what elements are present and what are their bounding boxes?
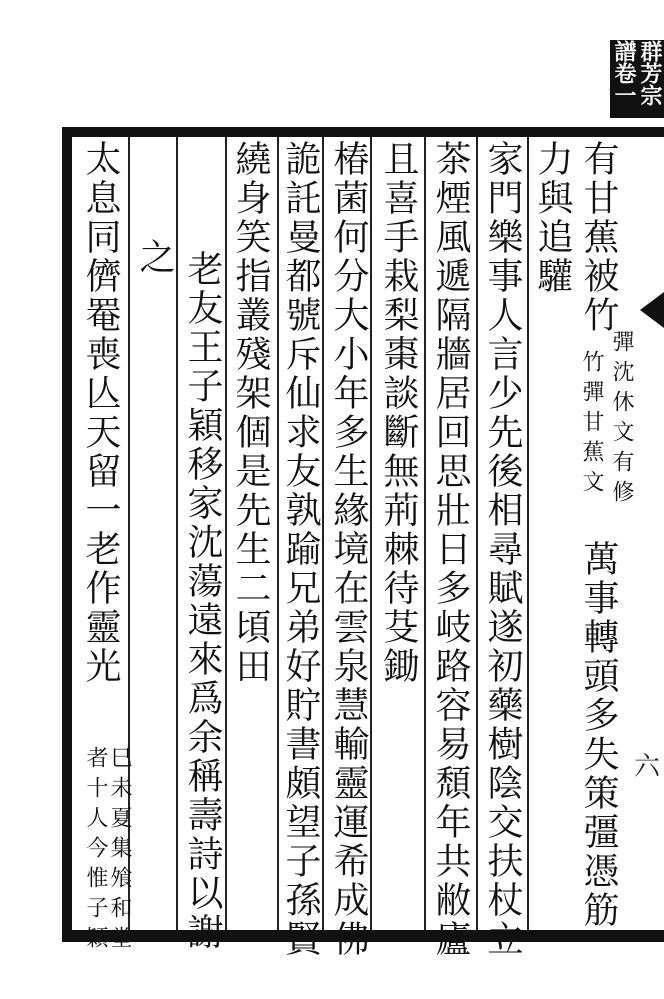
column-rule [225,137,227,930]
text-column-4: 茶煙風遞隔牆居回思壯日多岐路容易頹年共敝廬 [430,140,471,959]
fishtail-mark [640,292,664,328]
text-column-9: 老友王子穎移家沈蕩遠來爲余稱壽詩以謝 [182,250,223,952]
text-column-8: 繞身笑指叢殘架個是先生二頃田 [230,140,271,686]
column-rule [370,137,372,930]
text-column-2: 力與追驩 [532,140,573,296]
text-column-1-head: 有甘蕉被竹 [578,140,619,335]
column-rule [527,137,529,930]
frame-left-border [62,127,72,942]
running-title: 群芳宗譜卷一 [610,40,664,118]
text-column-11: 太息同儕罨喪亾天留一老作靈光 [80,140,121,686]
text-column-5: 且喜手栽梨棗談斷無荊棘待芟鋤 [378,140,419,686]
frame-top-border [62,127,664,137]
text-column-10: 之 [134,238,175,277]
text-column-1-tail: 萬事轉頭多失策彊憑筋 [578,540,619,930]
column-rule [322,137,324,930]
text-column-3: 家門樂事人言少先後相尋賦遂初藥樹陰交扶杖立 [482,140,523,959]
text-column-7: 詭託曼都號斥仙求友孰踰兄弟好貯書頗望子孫賢 [280,140,321,959]
column-rule [424,137,426,930]
annotation-line-1b: 竹彈甘蕉文 [579,350,604,500]
annotation-line-11a: 巳未夏集飧和堂 [107,746,132,956]
column-rule [476,137,478,930]
annotation-line-11b: 者十人今惟子穎 [83,746,108,956]
column-rule [176,137,178,930]
page-number: 六 [633,752,660,782]
annotation-line-1a: 彈沈休文有修 [609,330,634,510]
text-column-6: 椿菌何分大小年多生緣境在雲泉慧輸靈運希成佛 [328,140,369,959]
column-rule [277,137,279,930]
